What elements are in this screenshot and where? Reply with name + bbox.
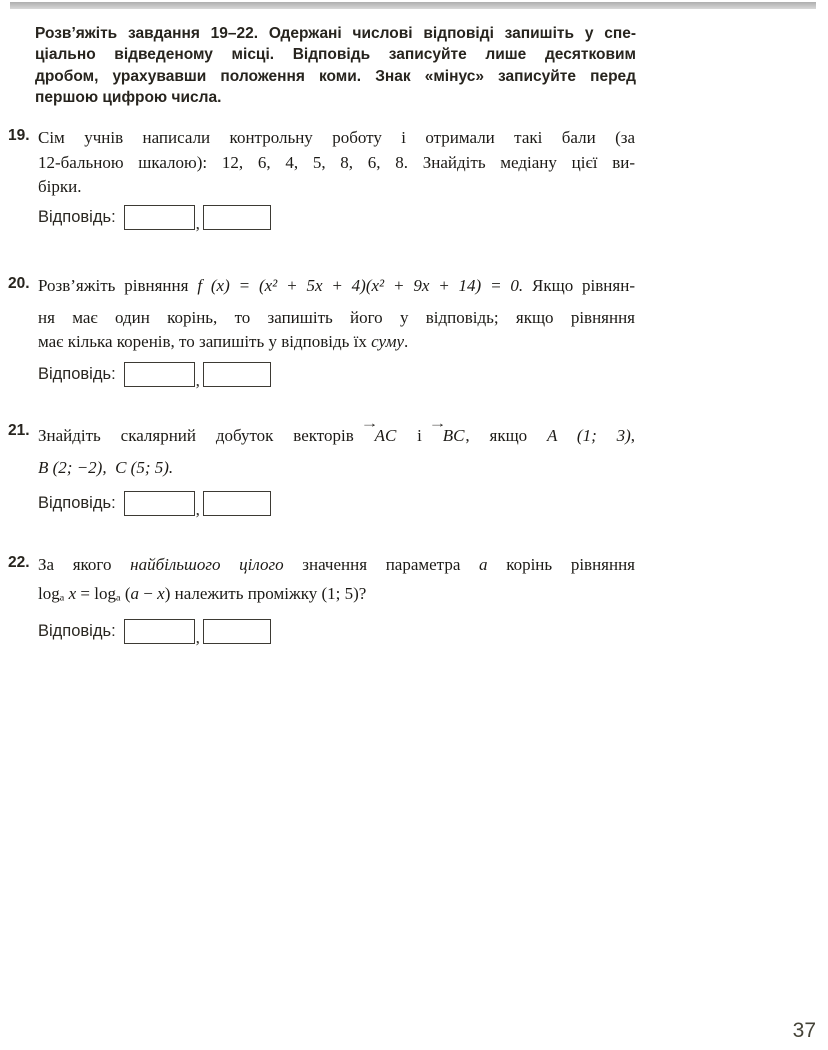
vector-bc	[428, 416, 466, 449]
instructions-line-1: Розв’яжіть завдання 19–22. Одержані числові відповіді запишіть у спе-	[35, 25, 636, 42]
task-22-text	[38, 553, 635, 606]
task-22-line-2-tail: ) належить проміжку (1; 5)?	[164, 583, 367, 603]
instructions-line-4: першою цифрою числа.	[35, 88, 222, 106]
variable-x: x	[157, 583, 165, 603]
point-a-coords: A (1; 3)	[547, 426, 631, 445]
answer-box-whole[interactable]	[124, 491, 195, 516]
instructions-line-2: ціально відведеному місці. Відповідь записуйте лише десятковим	[35, 46, 636, 64]
task-19-text	[38, 126, 635, 200]
answer-box-whole[interactable]	[124, 362, 195, 387]
answer-box-decimal[interactable]	[203, 362, 271, 387]
variable-x: x	[68, 583, 77, 603]
emphasis-largest-integer: найбільшого цілого	[130, 555, 284, 574]
task-22-answer-row	[38, 618, 828, 645]
task-19-line-2: 12-бальною шкалою): 12, 6, 4, 5, 8, 6, 8. Знайдіть медіану цієї ви-	[38, 152, 635, 172]
answer-label: Відповідь:	[38, 364, 116, 383]
task-19-answer-row	[38, 204, 828, 231]
vector-bc-label: BC	[442, 426, 465, 445]
task-21-number: 21.	[8, 422, 30, 439]
task-22-line-1-tail: корінь рівняння	[487, 555, 635, 574]
task-22-line-2	[38, 582, 635, 607]
task-19-line-3: бірки.	[38, 177, 82, 196]
task-20-number: 20.	[8, 275, 30, 292]
task-22	[0, 553, 828, 645]
task-20-line-3-period: .	[404, 332, 409, 351]
answer-label: Відповідь:	[38, 494, 116, 512]
vector-arrow-icon: →	[428, 416, 447, 431]
decimal-comma: ,	[195, 370, 200, 390]
conjunction-i: і	[397, 426, 442, 445]
equation-fx: f (x) = (x² + 5x + 4)(x² + 9x + 14) = 0.	[197, 276, 524, 295]
page-number: 37	[792, 1019, 816, 1042]
task-19-number: 19.	[8, 127, 30, 144]
task-21	[0, 416, 828, 519]
answer-box-decimal[interactable]	[203, 205, 271, 230]
task-20-line-1	[38, 274, 635, 299]
points-b-c-coords: B (2; −2), C (5; 5).	[38, 457, 174, 477]
minus-sign: −	[139, 583, 158, 603]
task-20	[0, 274, 828, 388]
instructions-paragraph	[35, 23, 636, 108]
task-20-text	[38, 274, 635, 355]
vector-ac-label: AC	[374, 426, 397, 445]
instructions-line-3: дробом, урахувавши положення коми. Знак «мінус» записуйте перед	[35, 67, 636, 85]
task-22-line-1	[38, 553, 635, 578]
task-21-line-1-text: Знайдіть скалярний добуток векторів	[38, 426, 374, 445]
answer-label: Відповідь:	[38, 207, 116, 226]
answer-box-whole[interactable]	[124, 619, 195, 644]
vector-arrow-icon: →	[360, 416, 379, 431]
task-20-line-2: ня має один корінь, то запишіть його у відповідь; якщо рівняння	[38, 307, 635, 327]
task-21-line-1	[38, 416, 635, 449]
task-22-number: 22.	[8, 554, 30, 571]
answer-box-whole[interactable]	[124, 205, 195, 230]
task-22-line-1-mid: значення параметра	[283, 555, 480, 574]
task-21-line-1-mid: , якщо	[465, 426, 548, 445]
task-20-line-1-text: Розв’яжіть рівняння	[38, 276, 198, 295]
task-19-line-1: Сім учнів написали контрольну роботу і отримали такі бали (за	[38, 128, 635, 147]
decimal-comma: ,	[195, 500, 200, 519]
emphasis-sum: суму	[371, 332, 405, 351]
answer-box-decimal[interactable]	[203, 491, 271, 516]
answer-label: Відповідь:	[38, 622, 116, 640]
task-21-text	[38, 416, 635, 480]
task-20-line-1-tail: Якщо рівнян-	[523, 276, 635, 295]
task-22-line-1-text: За якого	[38, 555, 131, 574]
task-20-answer-row	[38, 361, 828, 388]
log-rhs: = logₐ (	[76, 583, 131, 603]
top-divider-bar	[10, 2, 816, 9]
task-20-line-3-text: має кілька коренів, то запишіть у відповідь їх	[38, 332, 372, 351]
task-20-line-3	[38, 330, 635, 355]
task-19	[0, 126, 828, 231]
task-21-answer-row	[38, 490, 828, 517]
log-lhs: logₐ	[38, 583, 69, 603]
answer-box-decimal[interactable]	[203, 619, 271, 644]
parameter-a: a	[130, 583, 140, 603]
task-21-line-1-comma: ,	[630, 426, 635, 445]
decimal-comma: ,	[195, 213, 200, 233]
vector-ac	[360, 416, 398, 449]
decimal-comma: ,	[195, 628, 200, 647]
parameter-a: a	[479, 555, 488, 574]
